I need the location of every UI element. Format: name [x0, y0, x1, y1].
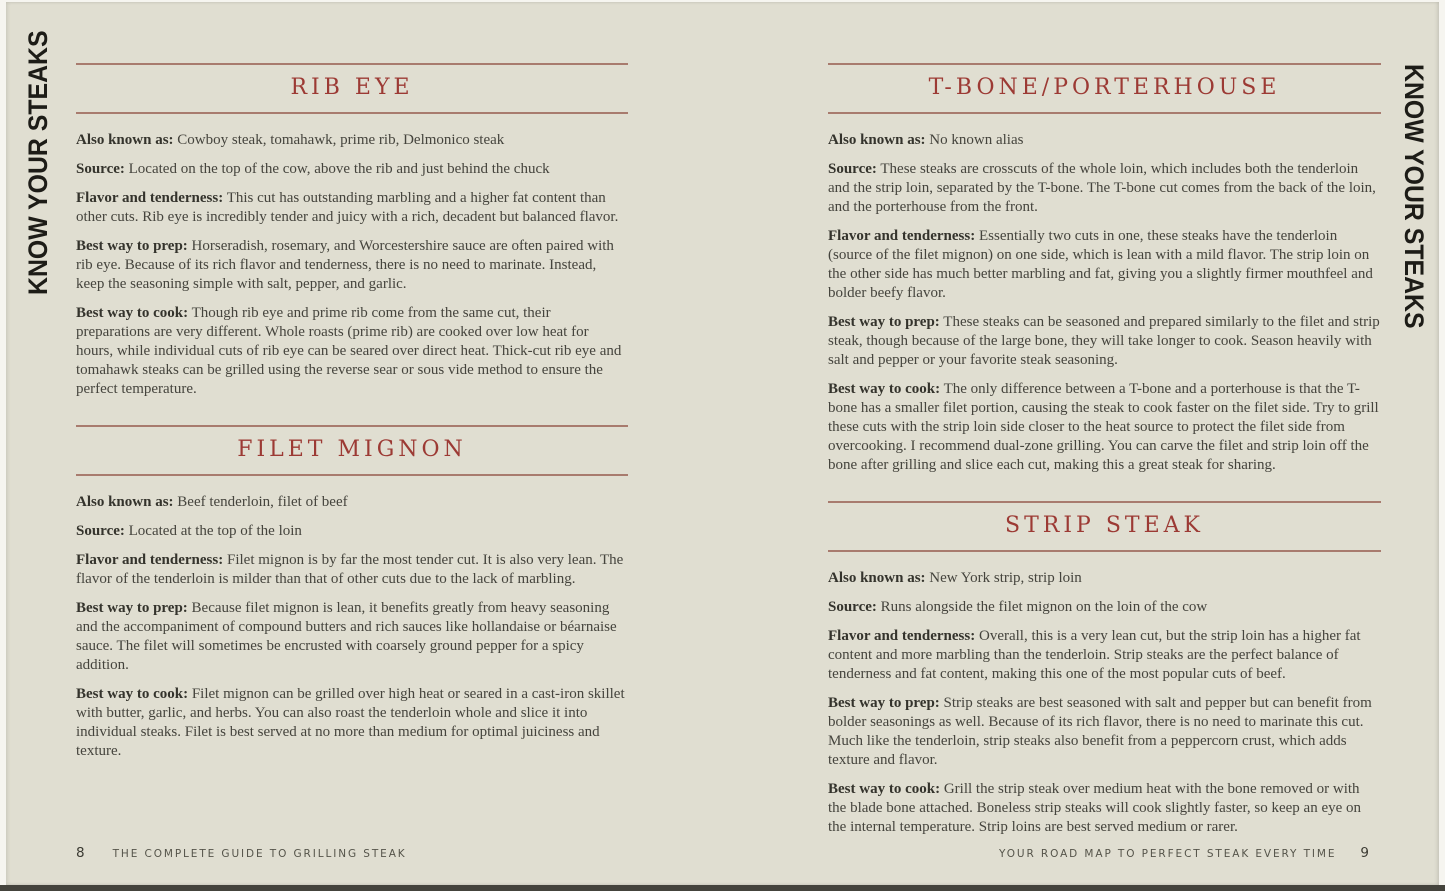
paragraph-label: Best way to prep:	[828, 695, 940, 711]
paragraph-label: Best way to prep:	[76, 238, 188, 254]
paragraph-text: Horseradish, rosemary, and Worcestershire sauce are often paired with rib eye. Because of its rich flavor and tenderness, there is no need to marinate. Instead, keep the seasoning simple with salt, pepper, and garlic.	[76, 238, 614, 292]
paragraph-text: Cowboy steak, tomahawk, prime rib, Delmonico steak	[177, 132, 505, 148]
paragraph-label: Best way to cook:	[828, 381, 941, 397]
book-spread	[6, 2, 1439, 885]
side-banner-left: KNOW YOUR STEAKS	[23, 30, 53, 295]
paragraph-prep	[76, 237, 628, 294]
page-right	[828, 2, 1381, 885]
section-body	[76, 476, 628, 761]
section-title-filet-mignon: FILET MIGNON	[237, 437, 467, 462]
section-heading-rule	[828, 501, 1381, 552]
paragraph-label: Flavor and tenderness:	[828, 228, 976, 244]
paragraph-text: No known alias	[929, 132, 1024, 148]
paragraph-label: Flavor and tenderness:	[76, 190, 224, 206]
paragraph-source	[828, 598, 1381, 617]
paragraph-source	[76, 160, 628, 179]
section-heading-rule	[76, 425, 628, 476]
section-strip-steak	[828, 501, 1381, 837]
paragraph-text: Located at the top of the loin	[128, 523, 302, 539]
paragraph-label: Best way to prep:	[828, 314, 940, 330]
section-body	[828, 552, 1381, 837]
paragraph-text: Filet mignon can be grilled over high heat or seared in a cast-iron skillet with butter, garlic, and herbs. You can also roast the tenderloin whole and slice it into individual steaks. Filet is best served at no more than medium for optimal juiciness and texture.	[76, 686, 625, 759]
paragraph-label: Also known as:	[76, 494, 174, 510]
paragraph-source	[828, 160, 1381, 217]
section-heading-rule	[828, 63, 1381, 114]
footer-left	[76, 845, 407, 861]
section-rib-eye	[76, 63, 628, 399]
paragraph-text: Strip steaks are best seasoned with salt and pepper but can benefit from bolder seasonings as well. Because of its rich flavor, there is no need to marinate this cut. Much like the tenderloin, strip steaks also benefit from a peppercorn crust, which adds texture and flavor.	[828, 695, 1372, 768]
paragraph-prep	[828, 694, 1381, 770]
paragraph-also-known-as	[828, 569, 1381, 588]
paragraph-cook	[76, 685, 628, 761]
paragraph-text: Grill the strip steak over medium heat with the bone removed or with the blade bone attached. Boneless strip steaks will cook slightly faster, so keep an eye on the internal temperature. Strip loins are best served medium or rarer.	[828, 781, 1362, 835]
section-title-t-bone: T-BONE/PORTERHOUSE	[928, 75, 1281, 100]
paragraph-text: Runs alongside the filet mignon on the loin of the cow	[880, 599, 1208, 615]
footer-right	[999, 845, 1369, 861]
section-title-rib-eye: RIB EYE	[290, 75, 414, 100]
paragraph-label: Source:	[828, 599, 877, 615]
paragraph-flavor	[76, 189, 628, 227]
page-left	[76, 2, 628, 885]
paragraph-also-known-as	[828, 131, 1381, 150]
paragraph-text: Overall, this is a very lean cut, but the strip loin has a higher fat content and more marbling than the tenderloin. Strip steaks are the perfect balance of tenderness and fat content, making this one of the most popular cuts of beef.	[828, 628, 1361, 682]
paragraph-cook	[76, 304, 628, 399]
section-heading-rule	[76, 63, 628, 114]
paragraph-text: Located on the top of the cow, above the rib and just behind the chuck	[128, 161, 550, 177]
paragraph-flavor	[76, 551, 628, 589]
paragraph-text: Beef tenderloin, filet of beef	[177, 494, 348, 510]
paragraph-text: The only difference between a T-bone and a porterhouse is that the T-bone has a smaller filet portion, causing the steak to cook faster on the filet side. Try to grill these cuts with the strip loin side closer to the heat source to protect the filet side from overcooking. I recommend dual-zone grilling. You can carve the filet and strip loin off the bone after grilling and slice each cut, making this a great steak for sharing.	[828, 381, 1379, 473]
paragraph-text: These steaks can be seasoned and prepared similarly to the filet and strip steak, though because of the large bone, they will take longer to cook. Season heavily with salt and pepper or your favorite steak seasoning.	[828, 314, 1380, 368]
paragraph-prep	[828, 313, 1381, 370]
paragraph-label: Best way to cook:	[76, 686, 189, 702]
paragraph-text: Filet mignon is by far the most tender cut. It is also very lean. The flavor of the tenderloin is milder than that of other cuts due to the lack of marbling.	[76, 552, 624, 587]
paragraph-label: Flavor and tenderness:	[828, 628, 976, 644]
section-title-strip-steak: STRIP STEAK	[1005, 513, 1204, 538]
paragraph-label: Best way to prep:	[76, 600, 188, 616]
paragraph-cook	[828, 380, 1381, 475]
paragraph-source	[76, 522, 628, 541]
paragraph-label: Flavor and tenderness:	[76, 552, 224, 568]
paragraph-text: Essentially two cuts in one, these steaks have the tenderloin (source of the filet mignon) on one side, which is lean with a mild flavor. The strip loin on the other side has much better marbling and fat, giving you a slightly firmer mouthfeel and bolder beefy flavor.	[828, 228, 1373, 301]
paragraph-label: Best way to cook:	[76, 305, 189, 321]
section-t-bone-porterhouse	[828, 63, 1381, 475]
paragraph-text: New York strip, strip loin	[929, 570, 1082, 586]
paragraph-prep	[76, 599, 628, 675]
paragraph-also-known-as	[76, 493, 628, 512]
section-body	[828, 114, 1381, 475]
paragraph-label: Best way to cook:	[828, 781, 941, 797]
paragraph-flavor	[828, 627, 1381, 684]
paragraph-label: Also known as:	[828, 570, 926, 586]
page-number-left: 8	[76, 845, 85, 861]
paragraph-cook	[828, 780, 1381, 837]
section-body	[76, 114, 628, 399]
paragraph-label: Source:	[828, 161, 877, 177]
paragraph-flavor	[828, 227, 1381, 303]
section-filet-mignon	[76, 425, 628, 761]
paragraph-label: Source:	[76, 523, 125, 539]
paragraph-also-known-as	[76, 131, 628, 150]
paragraph-text: Though rib eye and prime rib come from the same cut, their preparations are very different. Whole roasts (prime rib) are cooked over low heat for hours, while individual cuts of rib eye can be seared over direct heat. Thick-cut rib eye and tomahawk steaks can be grilled using the reverse sear or sous vide method to ensure the perfect temperature.	[76, 305, 622, 397]
book-bottom-edge	[0, 885, 1445, 891]
paragraph-text: This cut has outstanding marbling and a higher fat content than other cuts. Rib eye is incredibly tender and juicy with a rich, decadent but balanced flavor.	[76, 190, 619, 225]
page-number-right: 9	[1360, 845, 1369, 861]
paragraph-text: Because filet mignon is lean, it benefits greatly from heavy seasoning and the accompaniment of compound butters and rich sauces like hollandaise or béarnaise sauce. The filet will sometimes be encrusted with coarsely ground pepper for a spicy addition.	[76, 600, 617, 673]
running-footer-right: YOUR ROAD MAP TO PERFECT STEAK EVERY TIME	[999, 848, 1337, 860]
paragraph-label: Also known as:	[76, 132, 174, 148]
paragraph-label: Source:	[76, 161, 125, 177]
running-footer-left: THE COMPLETE GUIDE TO GRILLING STEAK	[112, 848, 407, 860]
side-banner-right: KNOW YOUR STEAKS	[1399, 64, 1429, 329]
paragraph-label: Also known as:	[828, 132, 926, 148]
paragraph-text: These steaks are crosscuts of the whole loin, which includes both the tenderloin and the strip loin, separated by the T-bone. The T-bone cut comes from the back of the loin, and the porterhouse from the front.	[828, 161, 1376, 215]
